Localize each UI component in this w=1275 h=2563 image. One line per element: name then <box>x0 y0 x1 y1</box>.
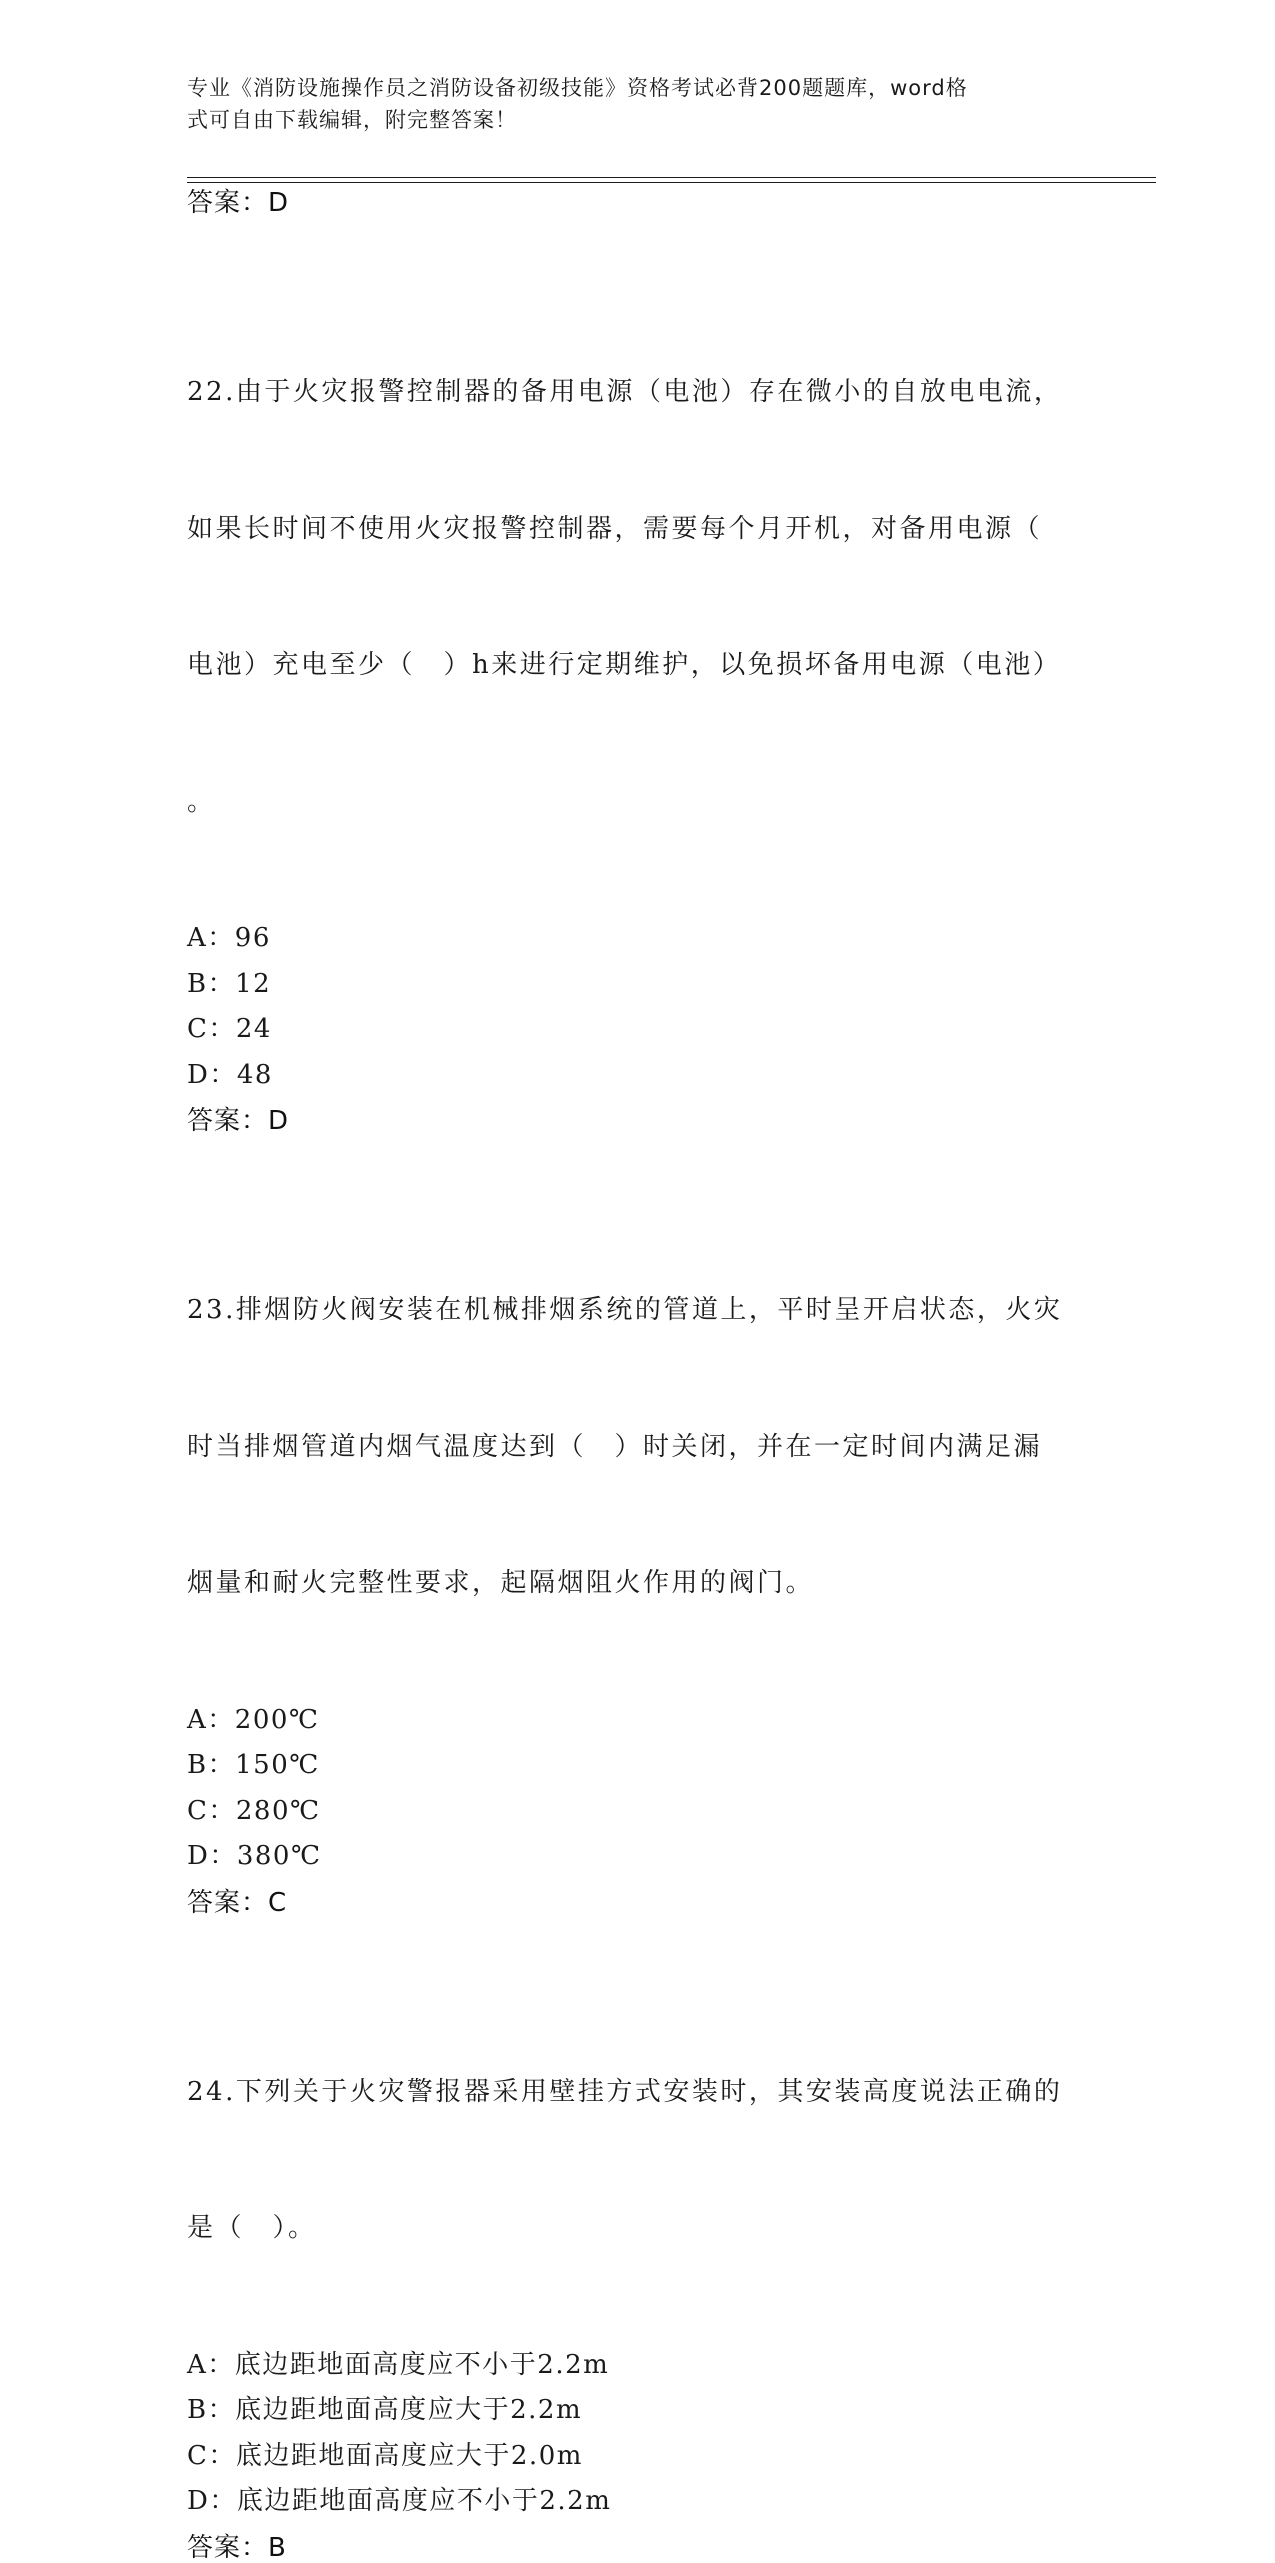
question-line: 。 <box>187 786 216 817</box>
option-b: B：12 <box>187 968 272 999</box>
question-block <box>187 1979 1087 2563</box>
answer-line: 答案：B <box>187 2532 287 2563</box>
option-c: C：24 <box>187 1014 272 1044</box>
option-d: D：380℃ <box>187 1841 322 1871</box>
answer-line: 答案：D <box>187 1106 290 1136</box>
question-line: 如果长时间不使用火灾报警控制器，需要每个月开机，对备用电源（ <box>187 513 1043 544</box>
option-d: D：底边距地面高度应不小于2.2m <box>187 2486 612 2516</box>
question-line: 是（ ）。 <box>187 2213 317 2243</box>
option-b: B：底边距地面高度应大于2.2m <box>187 2395 583 2425</box>
question-line: 电池）充电至少（ ）h来进行定期维护，以免损坏备用电源（电池） <box>187 650 1062 680</box>
option-a: A：200℃ <box>187 1704 320 1735</box>
option-c: C：280℃ <box>187 1795 321 1826</box>
question-block <box>187 279 1087 1136</box>
option-d: D：48 <box>187 1059 273 1090</box>
header-line-2: 式可自由下载编辑，附完整答案！ <box>187 108 517 132</box>
option-c: C：底边距地面高度应大于2.0m <box>187 2440 583 2471</box>
option-a: A：96 <box>187 923 271 953</box>
question-line: 时当排烟管道内烟气温度达到（ ）时关闭，并在一定时间内满足漏 <box>187 1431 1043 1462</box>
answer-line: 答案：D <box>187 188 290 218</box>
document-body <box>187 188 1087 2563</box>
answer-line: 答案：C <box>187 1887 288 1918</box>
question-line: 24.下列关于火灾警报器采用壁挂方式安装时，其安装高度说法正确的 <box>187 2076 1063 2107</box>
question-line: 23.排烟防火阀安装在机械排烟系统的管道上，平时呈开启状态，火灾 <box>187 1295 1063 1325</box>
option-b: B：150℃ <box>187 1750 320 1780</box>
header-divider-top <box>187 177 1156 178</box>
document-header <box>187 72 1067 136</box>
question-text <box>187 279 1087 916</box>
question-block <box>187 1197 1087 1918</box>
question-text <box>187 1979 1087 2343</box>
question-text <box>187 1197 1087 1698</box>
header-line-1: 专业《消防设施操作员之消防设备初级技能》资格考试必背200题题库，word格 <box>187 76 968 100</box>
option-a: A：底边距地面高度应不小于2.2m <box>187 2349 610 2380</box>
question-line: 22.由于火灾报警控制器的备用电源（电池）存在微小的自放电电流， <box>187 377 1063 407</box>
question-line: 烟量和耐火完整性要求，起隔烟阻火作用的阀门。 <box>187 1568 815 1598</box>
header-divider-bottom <box>187 182 1156 183</box>
